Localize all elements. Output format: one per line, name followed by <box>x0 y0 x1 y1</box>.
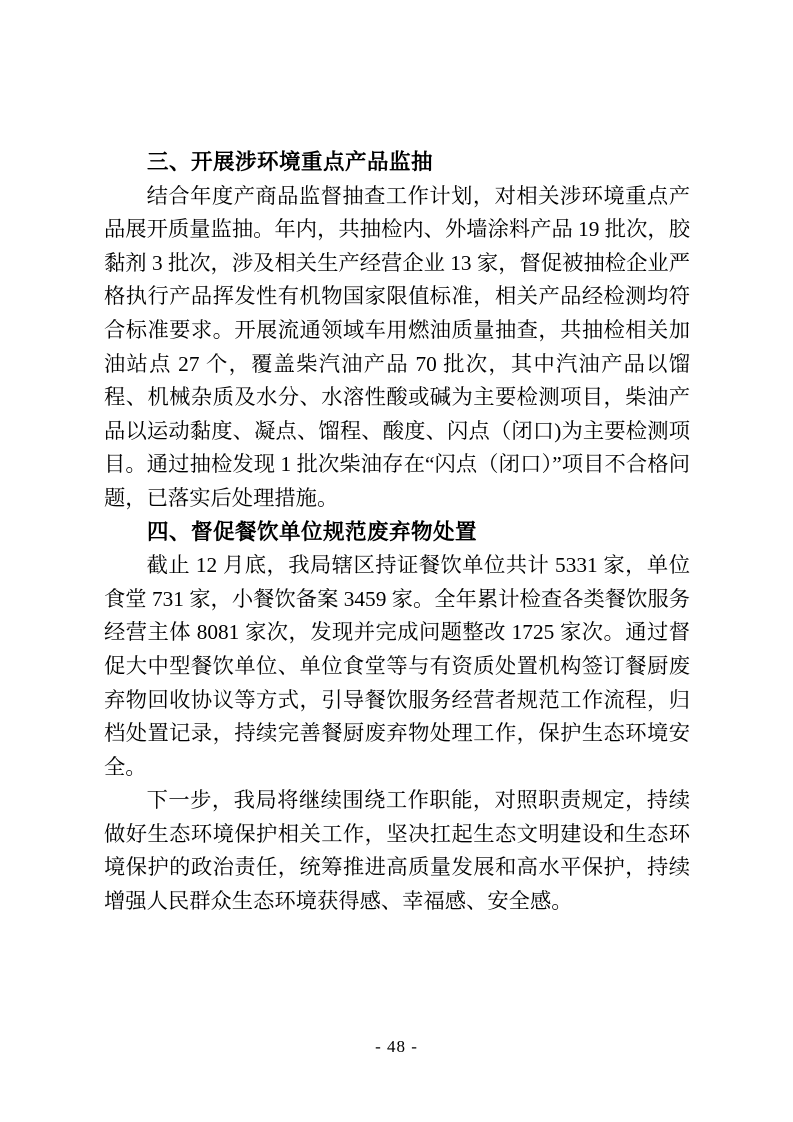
document-content <box>104 146 690 919</box>
section-4-paragraph: 截止 12 月底，我局辖区持证餐饮单位共计 5331 家，单位食堂 731 家，小餐饮备案 3459 家。全年累计检查各类餐饮服务经营主体 8081 家次，发现并完成问题整改 1725 家次。通过督促大中型餐饮单位、单位食堂等与有资质处置机构签订餐厨废弃物回收协议等方式，引导餐饮服务经营者规范工作流程，归档处置记录，持续完善餐厨废弃物处理工作，保护生态环境安全。 <box>104 553 690 779</box>
section-3-paragraph: 结合年度产商品监督抽查工作计划，对相关涉环境重点产品展开质量监抽。年内，共抽检内、外墙涂料产品 19 批次，胶黏剂 3 批次，涉及相关生产经营企业 13 家，督促被抽检企业严格执行产品挥发性有机物国家限值标准，相关产品经检测均符合标准要求。开展流通领域车用燃油质量抽查，共抽检相关加油站点 27 个，覆盖柴汽油产品 70 批次，其中汽油产品以馏程、机械杂质及水分、水溶性酸或碱为主要检测项目，柴油产品以运动黏度、凝点、馏程、酸度、闪点（闭口)为主要检测项目。通过抽检发现 1 批次柴油存在“闪点（闭口）”项目不合格问题，已落实后处理措施。 <box>104 183 690 510</box>
closing-paragraph: 下一步，我局将继续围绕工作职能，对照职责规定，持续做好生态环境保护相关工作，坚决扛起生态文明建设和生态环境保护的政治责任，统筹推进高质量发展和高水平保护，持续增强人民群众生态环境获得感、幸福感、安全感。 <box>104 788 690 914</box>
page-number: - 48 - <box>375 1037 418 1056</box>
section-4-heading: 四、督促餐饮单位规范废弃物处置 <box>147 519 478 544</box>
section-3-heading: 三、开展涉环境重点产品监抽 <box>147 150 434 174</box>
